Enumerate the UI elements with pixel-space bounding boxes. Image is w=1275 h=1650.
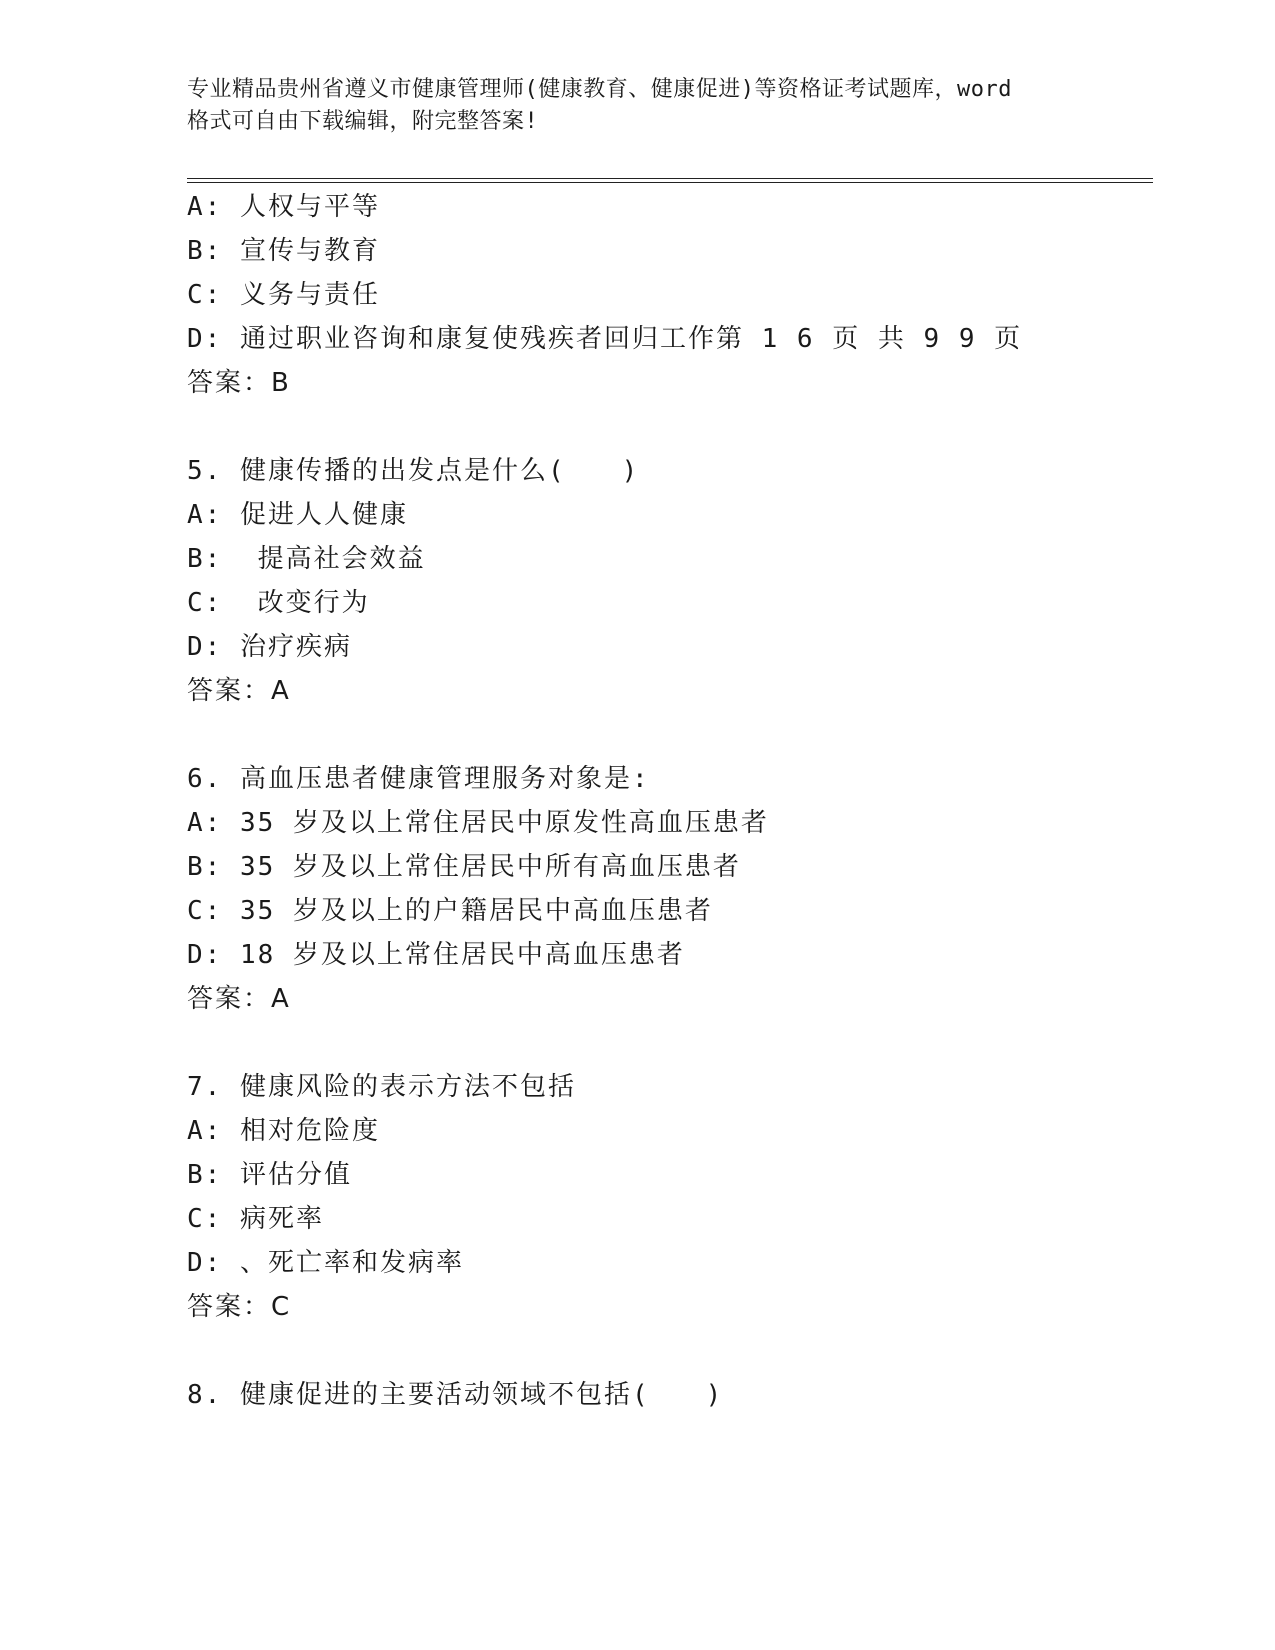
q6-question: 6. 高血压患者健康管理服务对象是: xyxy=(187,764,650,794)
header-rule-top xyxy=(187,178,1153,179)
q4-option-a: A: 人权与平等 xyxy=(187,192,380,222)
q7-option-a: A: 相对危险度 xyxy=(187,1116,380,1146)
q4-option-d: D: 通过职业咨询和康复使残疾者回归工作第 1 6 页 共 9 9 页 xyxy=(187,324,1023,354)
q8-question: 8. 健康促进的主要活动领域不包括( ) xyxy=(187,1380,724,1410)
header-line-1: 专业精品贵州省遵义市健康管理师(健康教育、健康促进)等资格证考试题库，word xyxy=(187,77,1012,102)
header-line-2: 格式可自由下载编辑，附完整答案! xyxy=(187,109,539,134)
q4-option-b: B: 宣传与教育 xyxy=(187,236,380,266)
q5-question: 5. 健康传播的出发点是什么( ) xyxy=(187,456,640,486)
q7-question: 7. 健康风险的表示方法不包括 xyxy=(187,1072,576,1102)
header-rule-bottom xyxy=(187,182,1153,183)
q5-option-a: A: 促进人人健康 xyxy=(187,500,408,530)
q7-option-d: D: 、死亡率和发病率 xyxy=(187,1248,464,1278)
q5-answer: 答案：A xyxy=(187,676,291,706)
q5-option-b: B: 提高社会效益 xyxy=(187,544,426,574)
q6-answer: 答案：A xyxy=(187,984,291,1014)
q7-option-c: C: 病死率 xyxy=(187,1204,324,1234)
q7-option-b: B: 评估分值 xyxy=(187,1160,352,1190)
document-header xyxy=(187,74,1087,138)
q4-answer: 答案：B xyxy=(187,368,291,398)
q6-option-c: C: 35 岁及以上的户籍居民中高血压患者 xyxy=(187,896,713,926)
q5-option-d: D: 治疗疾病 xyxy=(187,632,352,662)
q6-option-a: A: 35 岁及以上常住居民中原发性高血压患者 xyxy=(187,808,769,838)
q6-option-d: D: 18 岁及以上常住居民中高血压患者 xyxy=(187,940,685,970)
q5-option-c: C: 改变行为 xyxy=(187,588,370,618)
q6-option-b: B: 35 岁及以上常住居民中所有高血压患者 xyxy=(187,852,741,882)
q7-answer: 答案：C xyxy=(187,1292,292,1322)
q4-option-c: C: 义务与责任 xyxy=(187,280,380,310)
